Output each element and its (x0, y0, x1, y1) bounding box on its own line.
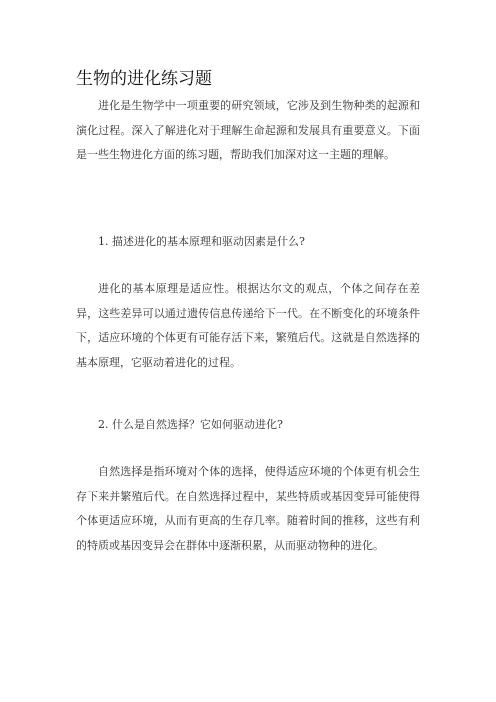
question-1: 1. 描述进化的基本原理和驱动因素是什么? (98, 235, 305, 248)
question-2: 2. 什么是自然选择？它如何驱动进化? (98, 418, 283, 431)
answer-2: 自然选择是指环境对个体的选择，使得适应环境的个体更有机会生存下来并繁殖后代。在自然选择过程中，某些特质或基因变异可能使得个体更适应环境，从而有更高的生存几率。随着时间的推移，这些有利的特质或基因变异会在群体中逐渐积累，从而驱动物种的进化。 (76, 465, 420, 552)
answer-1: 进化的基本原理是适应性。根据达尔文的观点，个体之间存在差异，这些差异可以通过遗传信息传递给下一代。在不断变化的环境条件下，适应环境的个体更有可能存活下来，繁殖后代。这就是自然选择的基本原理，它驱动着进化的过程。 (76, 282, 420, 369)
intro-paragraph: 进化是生物学中一项重要的研究领域，它涉及到生物种类的起源和演化过程。深入了解进化对于理解生命起源和发展具有重要意义。下面是一些生物进化方面的练习题，帮助我们加深对这一主题的理解。 (76, 99, 420, 161)
page-title: 生物的进化练习题 (76, 69, 212, 89)
